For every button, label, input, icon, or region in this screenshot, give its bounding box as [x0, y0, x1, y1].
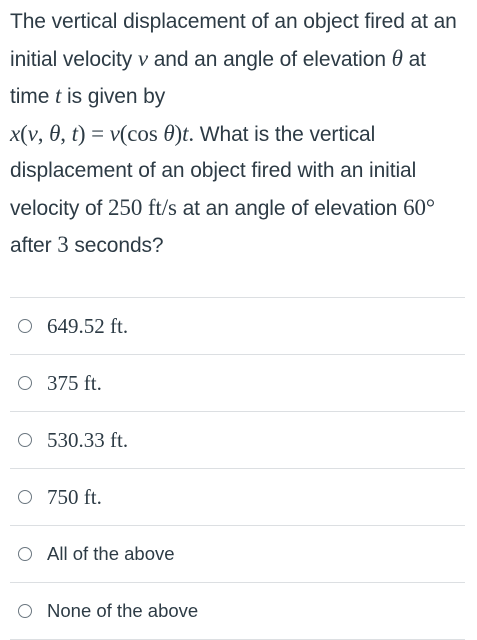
question-text-segment: at time: [10, 47, 426, 108]
answer-list: [10, 297, 465, 640]
question-text-segment: at an angle of elevation: [176, 196, 404, 220]
question-text-segment: after: [10, 234, 58, 257]
radio-unselected-icon[interactable]: [18, 376, 32, 390]
question-text: [10, 4, 470, 265]
answer-option[interactable]: [10, 526, 465, 583]
radio-unselected-icon[interactable]: [18, 604, 32, 618]
question-text-segment: The vertical displacement of an object fired at an initial velocity: [10, 10, 457, 71]
radio-unselected-icon[interactable]: [18, 319, 32, 333]
question-text-segment: What is the vertical displacement of an object fired with an initial velocity of: [10, 122, 417, 220]
answer-label: 530.33 ft.: [47, 427, 129, 452]
radio-unselected-icon[interactable]: [18, 433, 32, 447]
math-angle: 60°: [403, 194, 436, 220]
radio-unselected-icon[interactable]: [18, 490, 32, 504]
question-text-segment: seconds?: [68, 234, 164, 257]
answer-option[interactable]: [10, 355, 465, 412]
answer-label: None of the above: [47, 600, 199, 621]
answer-option[interactable]: [10, 412, 465, 469]
question-text-segment: is given by: [61, 85, 166, 108]
math-time: 3: [57, 232, 69, 257]
answer-label: 649.52 ft.: [47, 313, 129, 338]
radio-unselected-icon[interactable]: [18, 547, 32, 561]
question-text-segment: and an angle of elevation: [147, 47, 392, 71]
displacement-formula: x(v, θ, t) = v(cos θ)t.: [10, 120, 195, 146]
answer-option[interactable]: [10, 583, 465, 640]
math-variable-t: t: [55, 83, 62, 108]
answer-label: All of the above: [47, 543, 175, 564]
math-variable-theta: θ: [391, 45, 403, 71]
answer-option[interactable]: [10, 469, 465, 526]
answer-label: 750 ft.: [47, 484, 102, 509]
answer-label: 375 ft.: [47, 370, 102, 395]
answer-option[interactable]: [10, 298, 465, 355]
math-velocity: 250 ft/s: [108, 194, 177, 220]
math-variable-v: v: [137, 45, 148, 71]
